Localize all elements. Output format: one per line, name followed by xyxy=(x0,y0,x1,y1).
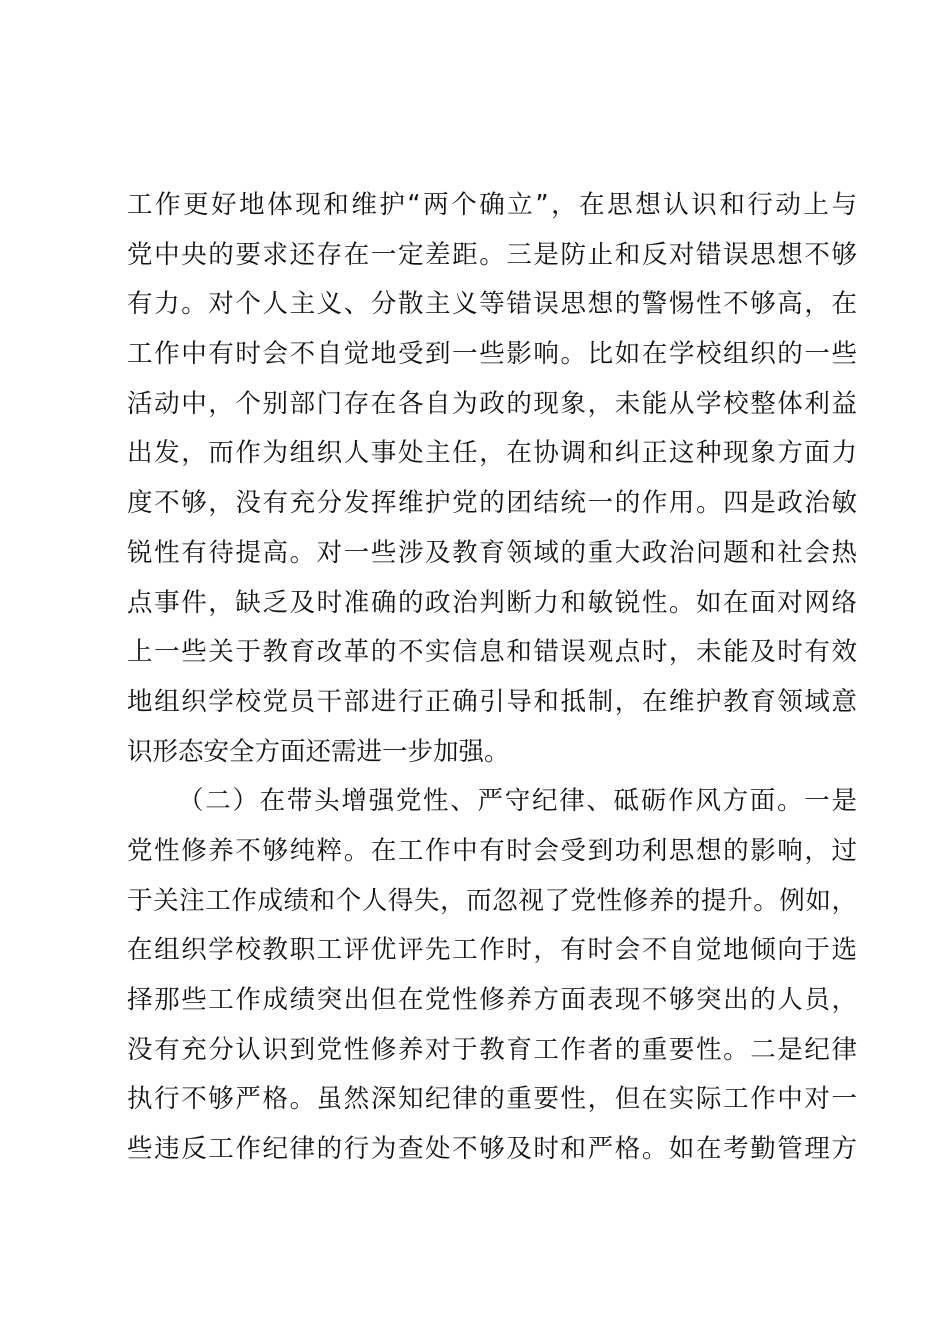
text-line: 工作更好地体现和维护“两个确立”，在思想认识和行动上与 xyxy=(127,190,857,220)
text-line: 活动中，个别部门存在各自为政的现象，未能从学校整体利益 xyxy=(127,388,857,419)
text-line: 度不够，没有充分发挥维护党的团结统一的作用。四是政治敏 xyxy=(127,488,857,519)
paragraph-1 xyxy=(127,181,857,777)
text-line: 地组织学校党员干部进行正确引导和抵制，在维护教育领域意 xyxy=(127,686,857,717)
text-line: 出发，而作为组织人事处主任，在协调和纠正这种现象方面力 xyxy=(127,438,857,469)
paragraph-2 xyxy=(127,777,857,1175)
text-line: 有力。对个人主义、分散主义等错误思想的警惕性不够高，在 xyxy=(127,289,857,320)
text-line: 点事件，缺乏及时准确的政治判断力和敏锐性。如在面对网络 xyxy=(127,587,857,618)
text-line: 些违反工作纪律的行为查处不够及时和严格。如在考勤管理方 xyxy=(127,1134,857,1165)
text-line: 择那些工作成绩突出但在党性修养方面表现不够突出的人员， xyxy=(127,985,857,1015)
text-line: 没有充分认识到党性修养对于教育工作者的重要性。二是纪律 xyxy=(127,1034,857,1065)
text-line: 党性修养不够纯粹。在工作中有时会受到功利思想的影响，过 xyxy=(127,835,857,866)
text-line: 党中央的要求还存在一定差距。三是防止和反对错误思想不够 xyxy=(127,239,857,270)
text-line: 执行不够严格。虽然深知纪律的重要性，但在实际工作中对一 xyxy=(127,1084,857,1115)
text-line: 识形态安全方面还需进一步加强。 xyxy=(127,736,510,767)
text-line: 工作中有时会不自觉地受到一些影响。比如在学校组织的一些 xyxy=(127,339,857,370)
body-text xyxy=(127,181,857,1175)
text-line: 于关注工作成绩和个人得失，而忽视了党性修养的提升。例如， xyxy=(127,885,857,916)
text-line: 锐性有待提高。对一些涉及教育领域的重大政治问题和社会热 xyxy=(127,537,857,568)
text-line: （二）在带头增强党性、严守纪律、砥砺作风方面。一是 xyxy=(178,786,857,817)
text-line: 在组织学校教职工评优评先工作时，有时会不自觉地倾向于选 xyxy=(127,935,857,966)
text-line: 上一些关于教育改革的不实信息和错误观点时，未能及时有效 xyxy=(127,637,857,668)
